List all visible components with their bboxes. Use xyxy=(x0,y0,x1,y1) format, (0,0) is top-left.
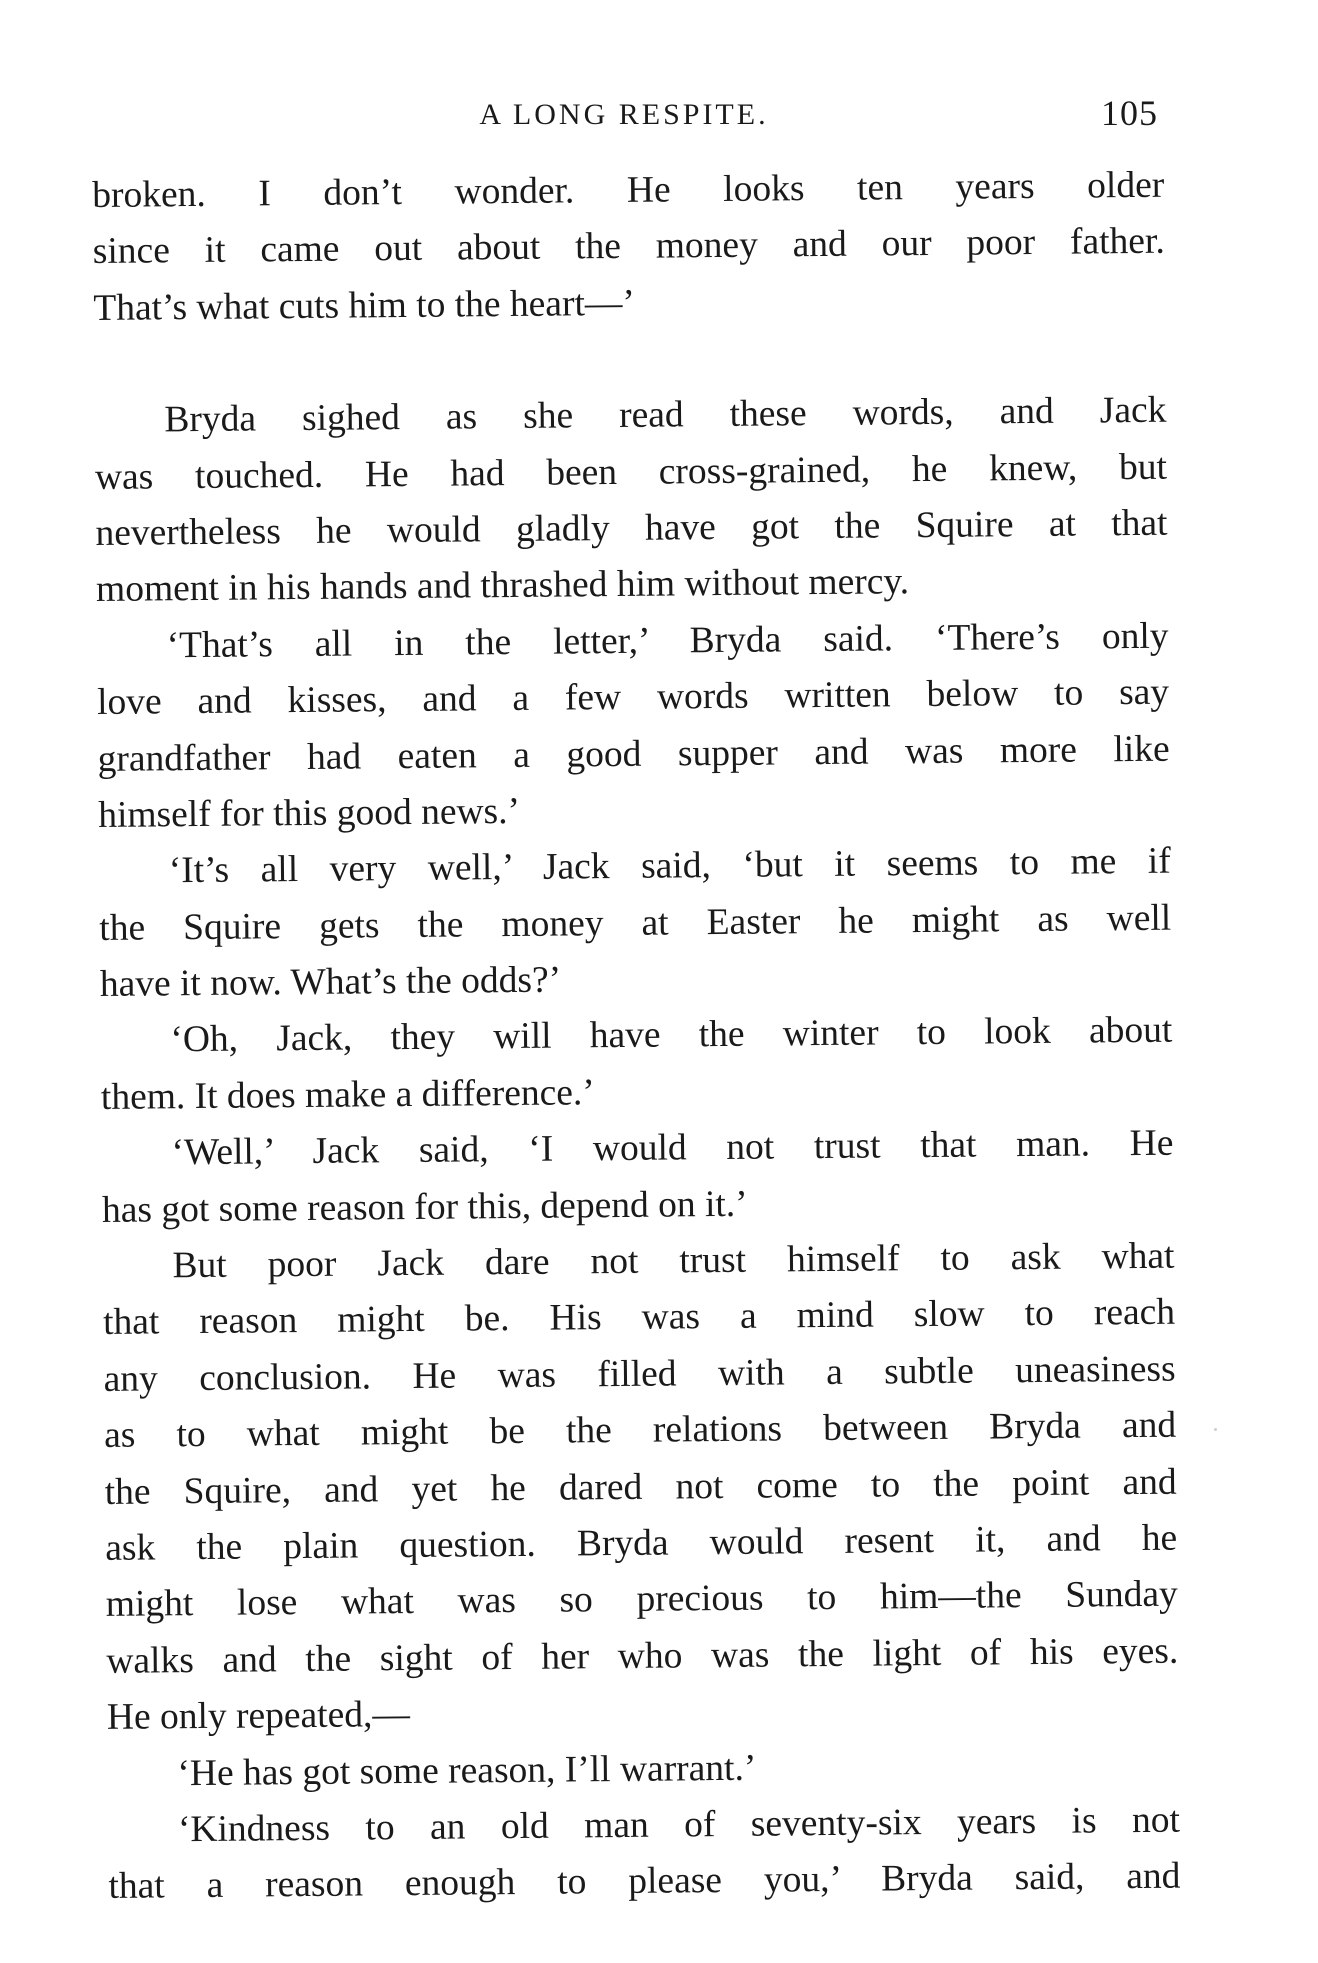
text-line: the Squire gets the money at Easter he might as well xyxy=(99,897,1172,949)
paper-speck xyxy=(1214,1428,1217,1431)
text-line: the Squire, and yet he dared not come to the point and xyxy=(104,1461,1177,1513)
text-line: have it now. What’s the odds?’ xyxy=(99,959,562,1006)
text-line: But poor Jack dare not trust himself to ask what xyxy=(172,1235,1175,1287)
text-line: He only repeated,— xyxy=(106,1694,411,1739)
text-line: Bryda sighed as she read these words, and Jack xyxy=(164,389,1167,441)
text-line: was touched. He had been cross-grained, he knew, but xyxy=(94,446,1168,498)
text-line: ‘Oh, Jack, they will have the winter to look about xyxy=(170,1010,1173,1061)
text-line: ask the plain question. Bryda would resent it, and he xyxy=(105,1517,1178,1569)
text-line: ‘Kindness to an old man of seventy-six years is not xyxy=(177,1799,1181,1851)
text-line: grandfather had eaten a good supper and was more like xyxy=(97,728,1170,780)
text-line: since it came out about the money and our poor father. xyxy=(92,221,1165,273)
paragraph-gap xyxy=(94,327,1166,393)
page-number: 105 xyxy=(1101,93,1158,133)
text-line: that a reason enough to please you,’ Bryda said, and xyxy=(108,1855,1181,1908)
text-line: walks and the sight of her who was the light of his eyes. xyxy=(106,1630,1179,1682)
text-line: them. It does make a difference.’ xyxy=(100,1072,595,1118)
text-line: has got some reason for this, depend on it.’ xyxy=(101,1183,748,1231)
running-head xyxy=(90,92,1158,142)
body-text xyxy=(92,158,1181,1916)
text-line: any conclusion. He was filled with a subtle uneasiness xyxy=(103,1348,1176,1400)
text-line: nevertheless he would gladly have got the Squire at that xyxy=(95,502,1168,554)
running-title: A LONG RESPITE. xyxy=(479,98,769,131)
text-line: moment in his hands and thrashed him without mercy. xyxy=(95,561,910,611)
text-line: love and kisses, and a few words written below to say xyxy=(96,671,1170,724)
text-line: ‘That’s all in the letter,’ Bryda said. ‘There’s only xyxy=(166,615,1169,667)
text-line: might lose what was so precious to him—the Sunday xyxy=(105,1574,1178,1626)
text-line: broken. I don’t wonder. He looks ten years older xyxy=(92,164,1165,216)
text-line: That’s what cuts him to the heart—’ xyxy=(93,282,636,329)
text-line: as to what might be the relations between Bryda and xyxy=(103,1404,1177,1457)
text-line: that reason might be. His was a mind slow to reach xyxy=(102,1292,1176,1344)
text-line: himself for this good news.’ xyxy=(98,790,521,836)
text-line: ‘Well,’ Jack said, ‘I would not trust that man. He xyxy=(171,1122,1174,1174)
text-line: ‘It’s all very well,’ Jack said, ‘but it seems to me if xyxy=(168,840,1171,892)
text-line: ‘He has got some reason, I’ll warrant.’ xyxy=(177,1747,757,1794)
